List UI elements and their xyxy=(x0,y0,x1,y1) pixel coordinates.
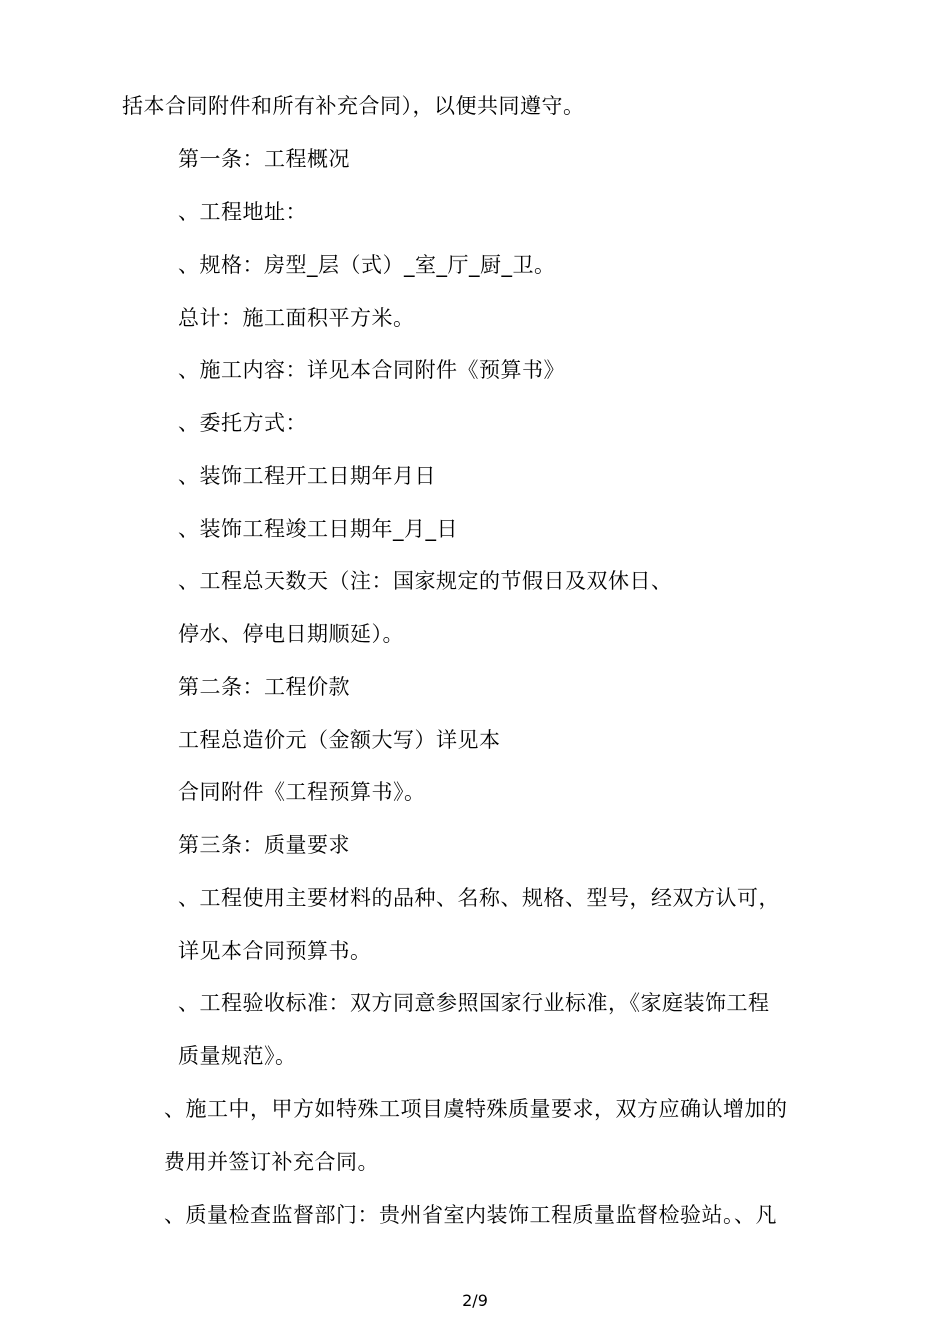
text-line: 、工程使用主要材料的品种、名称、规格、型号，经双方认可， xyxy=(178,886,780,910)
section-heading: 第一条：工程概况 xyxy=(178,147,350,171)
text-line: 、质量检查监督部门：贵州省室内装饰工程质量监督检验站。、凡 xyxy=(164,1203,777,1227)
text-line: 总计：施工面积平方米。 xyxy=(178,306,415,330)
text-line: 、装饰工程竣工日期年_月_日 xyxy=(178,517,458,541)
text-line: 费用并签订补充合同。 xyxy=(164,1150,379,1174)
text-line: 、工程验收标准：双方同意参照国家行业标准，《家庭装饰工程 xyxy=(178,991,770,1015)
text-line: 合同附件《工程预算书》。 xyxy=(178,780,426,804)
text-line: 括本合同附件和所有补充合同），以便共同遵守。 xyxy=(122,94,585,118)
text-line: 、工程总天数天（注：国家规定的节假日及双休日、 xyxy=(178,569,673,593)
text-line: 、规格：房型_层（式）_室_厅_厨_卫。 xyxy=(178,253,556,277)
text-line: 、施工内容：详见本合同附件《预算书》 xyxy=(178,358,565,382)
text-line: 、工程地址： xyxy=(178,200,307,224)
text-line: 详见本合同预算书。 xyxy=(178,939,372,963)
text-line: 质量规范》。 xyxy=(178,1044,297,1068)
section-heading: 第三条：质量要求 xyxy=(178,833,350,857)
text-line: 停水、停电日期顺延）。 xyxy=(178,622,404,646)
text-line: 、施工中，甲方如特殊工项目虞特殊质量要求，双方应确认增加的 xyxy=(164,1097,788,1121)
text-line: 工程总造价元（金额大写）详见本 xyxy=(178,728,501,752)
section-heading: 第二条：工程价款 xyxy=(178,675,350,699)
text-line: 、装饰工程开工日期年月日 xyxy=(178,464,436,488)
text-line: 、委托方式： xyxy=(178,411,307,435)
page-number: 2/9 xyxy=(462,1291,488,1310)
